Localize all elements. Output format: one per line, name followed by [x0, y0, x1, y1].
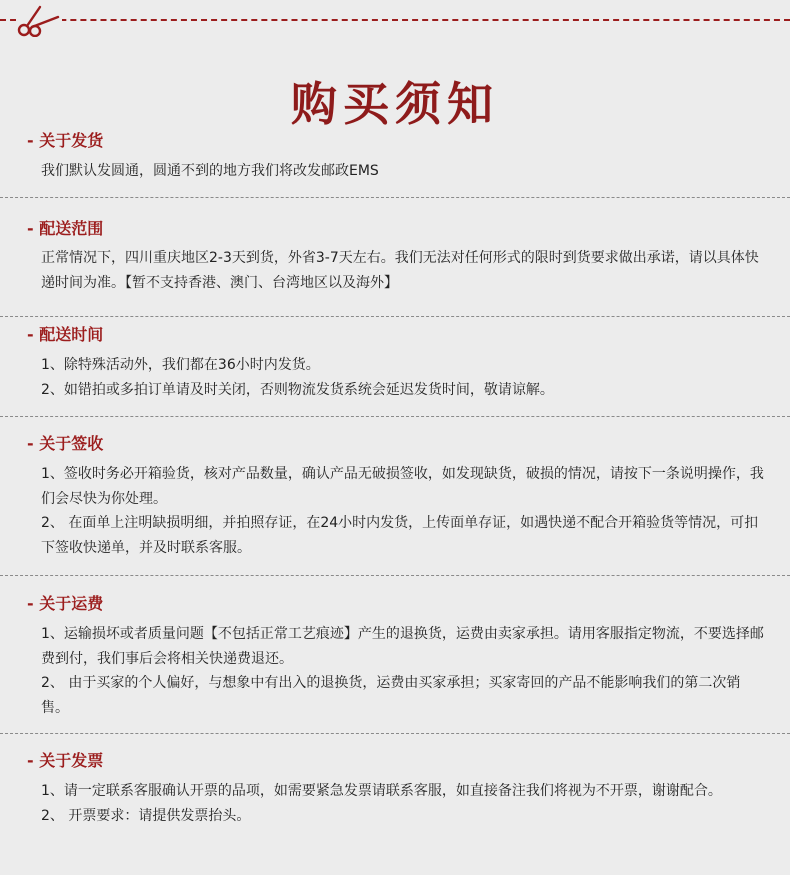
- section-body: [41, 622, 766, 720]
- paragraph: 1、运输损坏或者质量问题【不包括正常工艺痕迹】产生的退换货，运费由卖家承担。请用客服指定物流，不要选择邮费到付，我们事后会将相关快递费退还。: [41, 626, 764, 667]
- section-signing: [0, 416, 790, 576]
- section-body: [41, 353, 766, 402]
- section-shipping-fee: [0, 575, 790, 734]
- paragraph: 2、 由于买家的个人偏好，与想象中有出入的退换货，运费由买家承担；买家寄回的产品不能影响我们的第二次销售。: [41, 675, 741, 716]
- section-heading: - 关于发货: [27, 131, 104, 150]
- section-heading: - 关于签收: [27, 434, 104, 453]
- section-heading: - 配送时间: [27, 325, 104, 344]
- section-body: [41, 462, 766, 560]
- section-body: [41, 159, 766, 184]
- paragraph: 我们默认发圆通，圆通不到的地方我们将改发邮政EMS: [41, 163, 379, 179]
- paragraph: 2、如错拍或多拍订单请及时关闭，否则物流发货系统会延迟发货时间，敬请谅解。: [41, 381, 554, 398]
- section-heading: - 关于发票: [27, 751, 104, 770]
- paragraph: 1、除特殊活动外，我们都在36小时内发货。: [41, 357, 320, 373]
- section-invoice: [0, 733, 790, 875]
- paragraph: 正常情况下，四川重庆地区2-3天到货，外省3-7天左右。我们无法对任何形式的限时到货要求做出承诺，请以具体快递时间为准。【暂不支持香港、澳门、台湾地区以及海外】: [41, 250, 759, 291]
- section-body: [41, 779, 766, 828]
- section-heading: - 配送范围: [27, 219, 104, 238]
- paragraph: 1、请一定联系客服确认开票的品项，如需要紧急发票请联系客服，如直接备注我们将视为不开票，谢谢配合。: [41, 783, 722, 799]
- section-delivery-range: [0, 197, 790, 317]
- page-title: 购买须知: [291, 76, 499, 131]
- paragraph: 1、签收时务必开箱验货，核对产品数量，确认产品无破损签收，如发现缺货，破损的情况，请按下一条说明操作，我们会尽快为你处理。: [41, 466, 764, 507]
- section-shipping: [0, 0, 790, 198]
- paragraph: 2、 在面单上注明缺损明细，并拍照存证，在24小时内发货，上传面单存证，如遇快递不配合开箱验货等情况，可扣下签收快递单，并及时联系客服。: [41, 515, 759, 556]
- section-heading: - 关于运费: [27, 594, 104, 613]
- section-body: [41, 246, 766, 295]
- section-delivery-time: [0, 316, 790, 417]
- paragraph: 2、 开票要求：请提供发票抬头。: [41, 807, 251, 824]
